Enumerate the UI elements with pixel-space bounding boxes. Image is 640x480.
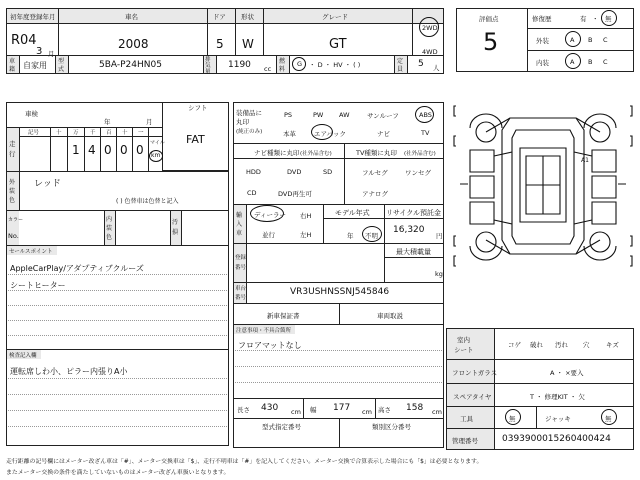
int-label-b: 装: [106, 225, 113, 232]
fuel-label-a: 燃: [279, 58, 286, 65]
recycle-value: 16,320: [393, 225, 425, 235]
interior-color-label-top: カラー: [8, 217, 24, 223]
repair-label: 修復歴: [532, 15, 552, 23]
seat-tear: 破れ: [530, 341, 543, 349]
digit-header-4: 百: [106, 130, 112, 136]
model-year-unknown: 不明: [365, 232, 378, 240]
door-value: 5: [216, 37, 224, 51]
int-label-a: 内: [106, 216, 113, 223]
exterior-color-note: ( ) 色替車は色替と記入: [116, 198, 179, 205]
import-dealer: ディーラー: [254, 211, 286, 219]
score-value: 5: [483, 28, 499, 56]
shift-value: FAT: [186, 133, 205, 146]
sales-point-line-2: シートヒーター: [10, 281, 66, 290]
reg-label-a: 車: [9, 58, 16, 65]
digit-header-2: 万: [73, 130, 79, 136]
interior-no-label: No.: [8, 232, 19, 240]
notes-label: 注意事項・不具合箇所: [236, 328, 292, 334]
drive-2wd: 2WD: [422, 24, 438, 32]
ext-label-c: 色: [9, 197, 16, 204]
equip-label-2: 丸印: [236, 118, 249, 126]
equip-navi: ナビ: [377, 130, 390, 138]
tv-type-note: (社外品含む): [404, 151, 436, 157]
recycle-unit: 円: [436, 232, 443, 240]
seat-label-a: 室内: [457, 336, 470, 344]
equip-label-3: (純正のみ): [236, 129, 263, 135]
mileage-label-b: 行: [9, 150, 16, 158]
seat-scratch: キズ: [606, 341, 619, 349]
tv-analog: アナログ: [362, 190, 388, 198]
max-load-label: 最大積載量: [396, 248, 431, 256]
footer-note-1: 走行距離の記号欄にはメーター改ざん車は「#」、メーター交換車は「$」、走行不明車は「#」を記入してください。メーター交換で合算表示した場合にも「$」は必要となります。: [6, 459, 483, 465]
digit-header-6: 一: [138, 130, 144, 136]
notes-line-1: フロアマットなし: [238, 341, 302, 350]
height-unit: cm: [432, 408, 442, 416]
reg-number-label-b: 番号: [235, 265, 247, 271]
footer-note-2: またメーター交換の条件を満たしていないものはメーター改ざん車扱いとなります。: [6, 470, 230, 476]
dirt-label-a: 汚: [172, 219, 179, 226]
interior-grade-b: B: [588, 58, 593, 66]
type-designation-label: 型式指定番号: [262, 423, 301, 431]
import-parallel: 並行: [262, 231, 275, 239]
cap-label-b: 員: [397, 66, 404, 73]
repair-no: 無: [605, 15, 612, 23]
capacity-value: 5: [418, 59, 424, 69]
equip-airbag: エアバック: [314, 130, 346, 138]
tv-type-label: TV種類に丸印: [356, 149, 397, 157]
interior-grade-c: C: [603, 58, 608, 66]
reg-month: 3: [36, 46, 43, 57]
car-damage-diagram: [450, 96, 636, 276]
grade-label: グレード: [322, 13, 348, 21]
length-value: 430: [261, 403, 279, 413]
dirt-label-b: 損: [172, 229, 179, 236]
chassis-label-a: 車台: [235, 286, 247, 292]
length-unit: cm: [291, 408, 301, 416]
warranty-label: 新車保証書: [267, 312, 300, 320]
equip-aw: AW: [339, 111, 350, 119]
cap-label-a: 定: [397, 58, 404, 65]
mileage-digit-1: 1: [72, 143, 80, 157]
height-label: 高さ: [378, 406, 391, 414]
shift-label: シフト: [188, 104, 208, 112]
max-load-unit: kg: [435, 270, 443, 278]
equip-leather: 本革: [283, 130, 296, 138]
width-label: 幅: [310, 406, 317, 414]
exterior-grade-c: C: [603, 36, 608, 44]
equip-ps: PS: [284, 111, 293, 119]
exterior-grade-a: A: [570, 36, 575, 44]
chassis-value: VR3USHNSSNJ545846: [290, 287, 390, 297]
shaken-label: 車検: [25, 110, 38, 118]
tv-fullseg: フルセグ: [362, 169, 388, 177]
windshield-label: フロントガラス: [452, 369, 498, 377]
inspector-label: 検査記入欄: [9, 353, 37, 359]
disp-label-b: 気: [205, 63, 211, 69]
door-label: ドア: [213, 13, 226, 21]
import-label-c: 車: [236, 230, 243, 237]
mileage-digit-2: 4: [88, 143, 96, 157]
windshield-value: A ・ ×要入: [550, 369, 584, 377]
exterior-color: レッド: [34, 179, 61, 189]
sales-point-label: セールスポイント: [9, 249, 53, 255]
width-unit: cm: [362, 408, 372, 416]
recycle-label: リサイクル預託金: [386, 209, 442, 217]
class-number-label: 類別区分番号: [372, 423, 411, 431]
fuel-label-b: 料: [279, 66, 286, 73]
import-left-h: 左H: [300, 231, 312, 239]
navi-dvd-play: DVD再生可: [278, 190, 312, 198]
jack-label: ジャッキ: [545, 415, 571, 423]
navi-sd: SD: [323, 168, 333, 176]
navi-hdd: HDD: [246, 168, 261, 176]
model-value: 5BA-P24HN05: [99, 60, 162, 70]
km-unit: km: [151, 152, 161, 159]
reg-month-unit: 月: [48, 50, 55, 58]
spare-tire-value: T ・ 修理KIT ・ 欠: [530, 393, 585, 401]
model-year-unit: 年: [347, 232, 354, 240]
shaken-year-unit: 年: [104, 118, 111, 126]
exterior-grade-label: 外装: [536, 37, 549, 45]
spare-tire-label: スペアタイヤ: [453, 393, 492, 401]
score-label: 評価点: [479, 15, 499, 23]
management-number-label: 管理番号: [452, 437, 478, 445]
navi-dvd: DVD: [287, 168, 302, 176]
import-label-a: 輸: [236, 212, 243, 219]
seat-burn: コゲ: [508, 341, 521, 349]
shaken-month-unit: 月: [146, 118, 153, 126]
displacement-value: 1190: [228, 60, 251, 70]
disp-label-c: 量: [205, 69, 211, 75]
tools-value: 無: [509, 415, 516, 423]
digit-header-1: 十: [56, 130, 62, 136]
navi-type-label: ナビ種類に丸印: [254, 149, 300, 157]
ext-label-a: 外: [9, 179, 16, 186]
reg-label-b: 籍: [9, 66, 16, 73]
digit-header-0: 記号: [28, 130, 40, 136]
jack-value: 無: [605, 415, 612, 423]
reg-year: R04: [11, 33, 37, 48]
use-value: 自家用: [23, 61, 47, 70]
drive-4wd: 4WD: [422, 48, 438, 56]
reg-number-label-a: 登録: [235, 255, 247, 261]
management-number-value: 0393900015260400424: [502, 434, 611, 444]
seat-hole: 穴: [583, 341, 590, 349]
car-name-label: 車名: [125, 13, 138, 21]
model-year-label: モデル年式: [335, 209, 370, 217]
equip-abs: ABS: [419, 111, 432, 119]
navi-type-note: (社外品含む): [300, 151, 332, 157]
mileage-digit-3: 0: [104, 143, 112, 157]
navi-cd: CD: [247, 189, 257, 197]
interior-grade-a: A: [570, 58, 575, 66]
fuel-g: G: [297, 60, 303, 68]
mileage-digit-5: 0: [136, 143, 144, 157]
height-value: 158: [406, 403, 424, 413]
width-value: 177: [333, 403, 351, 413]
shape-label: 形状: [241, 13, 254, 21]
interior-grade-label: 内装: [536, 59, 549, 67]
cap-unit: 人: [433, 64, 440, 72]
fuel-options: ・ D ・ HV ・ ( ): [309, 61, 361, 69]
damage-mark-a1: A1: [581, 157, 589, 164]
model-label-b: 式: [58, 66, 65, 73]
car-name-value: 2008: [118, 37, 149, 51]
model-label-a: 型: [58, 58, 65, 65]
inspector-line-1: 運転席しわ小、ピラー内張りA小: [10, 367, 128, 376]
length-label: 長さ: [237, 406, 250, 414]
tv-oneseg: ワンセグ: [405, 169, 431, 177]
shape-value: W: [242, 37, 254, 51]
ext-label-b: 装: [9, 188, 16, 195]
equip-label-1: 装備品に: [236, 109, 262, 117]
disp-label-a: 排: [205, 57, 211, 63]
exterior-grade-b: B: [588, 36, 593, 44]
equip-pw: PW: [313, 111, 324, 119]
seat-stain: 汚れ: [555, 341, 568, 349]
seat-label-b: シート: [454, 346, 474, 354]
reg-date-label: 初年度登録年月: [10, 13, 56, 21]
digit-header-5: 十: [122, 130, 128, 136]
mileage-label-a: 走: [9, 140, 16, 148]
manual-label: 車両取説: [377, 312, 403, 320]
mile-unit: マイル: [150, 140, 165, 146]
equip-tv: TV: [421, 129, 430, 137]
int-label-c: 色: [106, 234, 113, 241]
sales-point-line-1: AppleCarPlay/アダプティブクルーズ: [10, 264, 144, 273]
digit-header-3: 千: [90, 130, 96, 136]
tools-label: 工具: [460, 415, 473, 423]
import-right-h: 右H: [300, 212, 312, 220]
disp-unit: cc: [264, 65, 272, 73]
mileage-digit-4: 0: [120, 143, 128, 157]
grade-value: GT: [329, 37, 347, 52]
equip-sunroof: サンルーフ: [367, 112, 399, 120]
import-label-b: 入: [236, 221, 243, 228]
chassis-label-b: 番号: [235, 295, 247, 301]
repair-yes: 有: [580, 15, 587, 23]
